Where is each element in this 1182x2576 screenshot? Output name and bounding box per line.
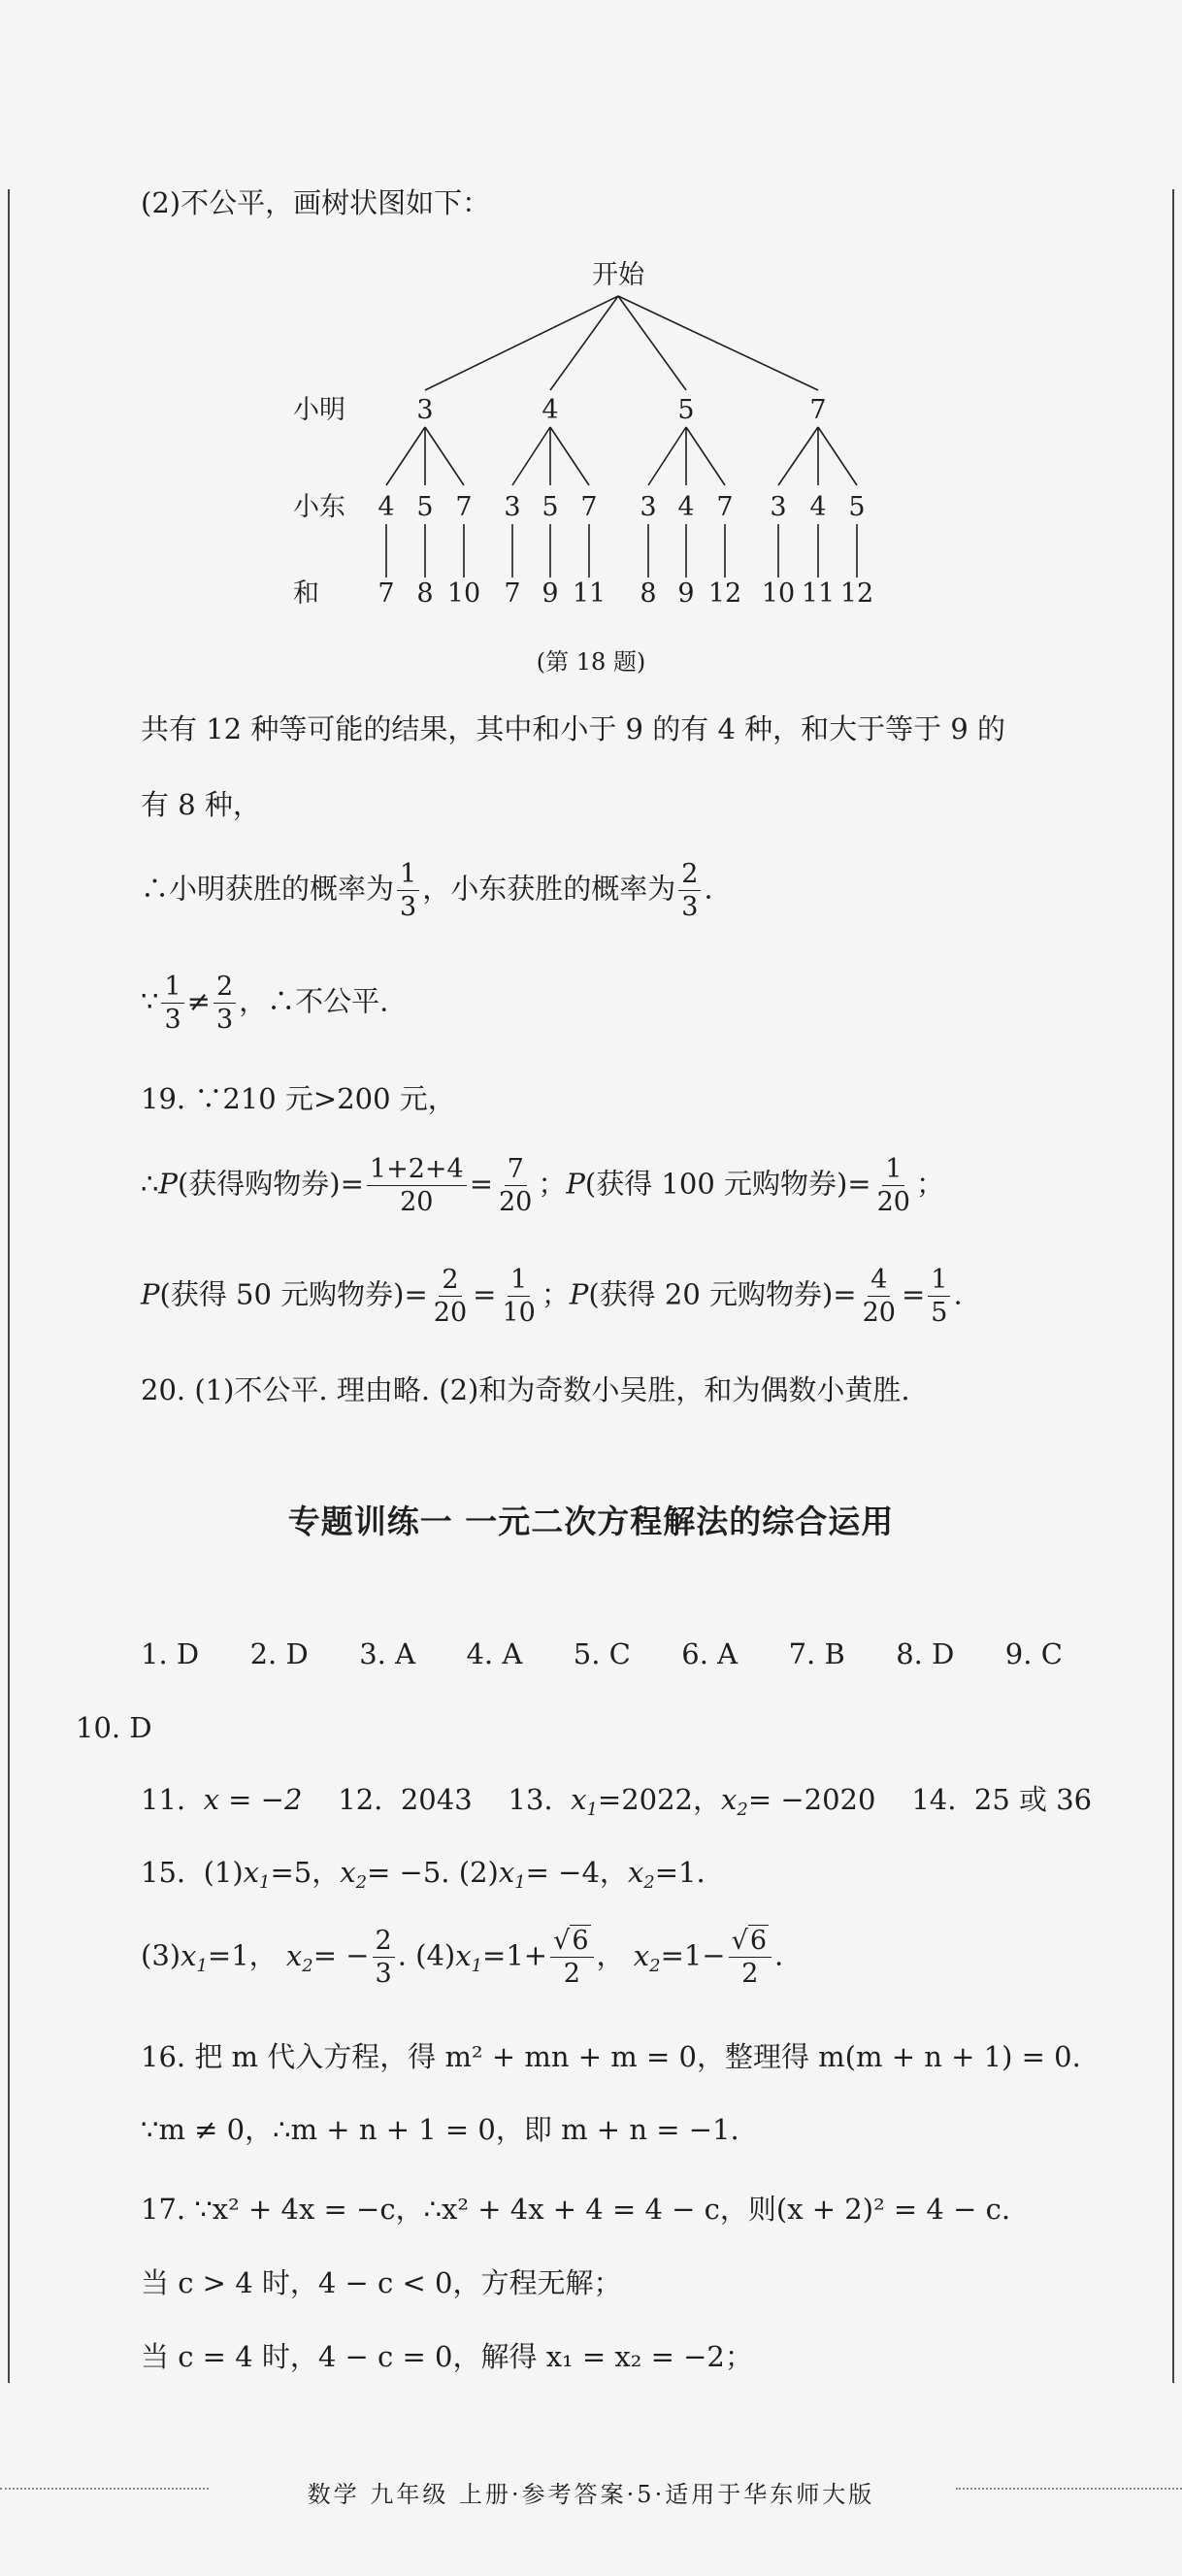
xd-node: 4 <box>378 492 395 522</box>
xd-node: 5 <box>848 492 866 522</box>
q20: 20. (1)不公平. 理由略. (2)和为奇数小吴胜，和为偶数小黄胜. <box>141 1373 910 1406</box>
xd-node: 3 <box>770 492 787 522</box>
mc-answer: 4. A <box>466 1637 523 1670</box>
fraction-1-3: $\frac{1}{3}$ <box>397 860 419 921</box>
sum-node: 10 <box>761 578 796 609</box>
xd-node: 4 <box>809 492 827 522</box>
xd-node: 3 <box>504 492 521 522</box>
mc-answers-row <box>141 1637 1063 1670</box>
sum-node: 9 <box>677 578 695 609</box>
q19-line2: ∴P(获得购物券)= $\frac{1+2+4}{20}$ = $\frac{7}{20}$ ；P(获得 100 元购物券)= $\frac{1}{20}$ ； <box>141 1154 944 1218</box>
q16-line2: ∵m ≠ 0，∴m + n + 1 = 0，即 m + n = −1. <box>141 2113 739 2146</box>
tree-diagram <box>0 243 1182 650</box>
xd-node: 5 <box>416 492 434 522</box>
xd-node: 5 <box>542 492 559 522</box>
q18-probability: ∴小明获胜的概率为 $\frac{1}{3}$ ，小东获胜的概率为 $\frac{2}{3}$ . <box>141 859 713 923</box>
tree-caption: (第 18 题) <box>536 648 646 676</box>
q17-line2: 当 c > 4 时，4 − c < 0，方程无解； <box>141 2266 622 2299</box>
label-sum: 和 <box>293 578 319 609</box>
xd-node: 7 <box>580 492 598 522</box>
mc-answer: 2. D <box>249 1637 309 1670</box>
sum-node: 11 <box>572 578 607 609</box>
q18-inequality: ∵ $\frac{1}{3}$ ≠ $\frac{2}{3}$ ，∴不公平. <box>141 972 389 1036</box>
sum-node: 7 <box>504 578 521 609</box>
page-footer: 数学 九年级 上册·参考答案·5·适用于华东师大版 <box>307 2481 875 2508</box>
xd-node: 4 <box>677 492 695 522</box>
q18-text1: 共有 12 种等可能的结果，其中和小于 9 的有 4 种，和大于等于 9 的 <box>141 712 1006 745</box>
sum-node: 9 <box>542 578 559 609</box>
mc-answer: 6. A <box>681 1637 739 1670</box>
mc-answer: 9. C <box>1004 1637 1063 1670</box>
sum-node: 12 <box>839 578 874 609</box>
sum-node: 7 <box>378 578 395 609</box>
xd-node: 3 <box>640 492 657 522</box>
mc-answer: 1. D <box>141 1637 200 1670</box>
mc-answer: 3. A <box>359 1637 416 1670</box>
label-xiaoming: 小明 <box>293 395 345 425</box>
mc-answer: 7. B <box>788 1637 845 1670</box>
q15-line1: 15. $(1)x_1=5$，$x_2= -5$. $(2)x_1= -4$，$x_2=1$. <box>141 1856 706 1893</box>
sum-node: 8 <box>416 578 434 609</box>
xm-node: 3 <box>416 395 434 425</box>
xm-node: 5 <box>677 395 695 425</box>
section-title: 专题训练一 一元二次方程解法的综合运用 <box>287 1503 895 1540</box>
q11-14: 11. x = −2 12. 2043 13. $x_1=2022$，$x_2= -2020$ 14. 25 或 36 <box>141 1783 1093 1820</box>
xm-node: 7 <box>809 395 827 425</box>
q18-text2: 有 8 种， <box>141 788 261 821</box>
sum-node: 8 <box>640 578 657 609</box>
fraction-2-3: $\frac{2}{3}$ <box>678 860 701 921</box>
label-xiaodong: 小东 <box>293 492 345 522</box>
mc-answer: 5. C <box>573 1637 631 1670</box>
xd-node: 7 <box>716 492 734 522</box>
q15-line2: $(3)x_1=1$， $x_2=$ − $\frac{2}{3}$ . $(4)x_1=1+$ $\frac{√6}{2}$ ， $x_2=1-$ $\frac{√6}{2}$ . <box>141 1926 784 1990</box>
q17-line1: 17. ∵x² + 4x = −c，∴x² + 4x + 4 = 4 − c，则(x + 2)² = 4 − c. <box>141 2193 1011 2226</box>
xm-node: 4 <box>542 395 559 425</box>
sum-node: 12 <box>707 578 742 609</box>
q16-line1: 16. 把 m 代入方程，得 m² + mn + m = 0，整理得 m(m + n + 1) = 0. <box>141 2040 1081 2073</box>
q17-line3: 当 c = 4 时，4 − c = 0，解得 x₁ = x₂ = −2； <box>141 2340 753 2373</box>
sum-node: 10 <box>446 578 481 609</box>
q19-line1: 19. ∵210 元>200 元， <box>141 1082 456 1115</box>
q18-part2: (2)不公平，画树状图如下： <box>141 186 491 219</box>
mc-answer: 8. D <box>896 1637 955 1670</box>
sum-node: 11 <box>801 578 836 609</box>
mc-answer-10: 10. D <box>76 1711 152 1744</box>
xd-node: 7 <box>455 492 473 522</box>
q19-line3: P(获得 50 元购物券)= $\frac{2}{20}$ = $\frac{1}{10}$ ；P(获得 20 元购物券)= $\frac{4}{20}$ = $\frac{1}{5}$ . <box>141 1265 963 1329</box>
tree-root: 开始 <box>592 260 644 290</box>
